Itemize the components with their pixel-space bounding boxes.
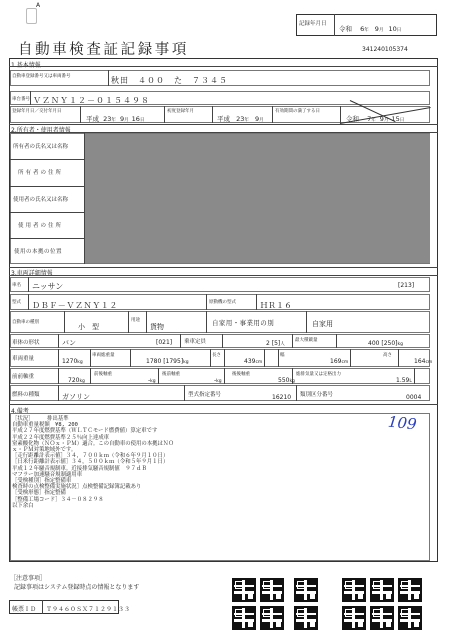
private-label: 自家用・事業用の別	[212, 319, 275, 327]
section2-title: 2.所有者・使用者情報	[11, 127, 71, 134]
gross-weight-value: 1780 [1795]kg	[146, 358, 189, 365]
faint-stamp-mark	[26, 8, 37, 24]
vehicle-type-label: 自動車の種別	[12, 320, 39, 325]
length-label: 長さ	[212, 353, 221, 358]
front-front-axle-value: 720kg	[68, 377, 85, 384]
remark-line: ［整備工場コード］３４－０８２９８	[12, 496, 104, 503]
displacement-label: 総排気量又は定格出力	[296, 372, 341, 377]
qr-code-9	[294, 606, 318, 630]
qr-code-3	[294, 578, 318, 602]
qr-code-12	[398, 606, 422, 630]
header-mark: A	[36, 2, 41, 9]
section1-title: 1.基本情報	[11, 62, 41, 69]
use-value: 貨物	[150, 323, 164, 331]
body-shape-code: [021]	[156, 339, 173, 346]
remark-line: 窒素酸化物（ＮＯｘ・ＰＭ）適合。この自動車の使用の本拠はＮＯ	[12, 440, 174, 447]
rear-front-axle-label: 後前軸重	[162, 372, 180, 377]
notice-text: 記録事項はシステム登録時点の情報となります	[14, 584, 140, 591]
fuel-type-label: 燃料の種類	[12, 392, 40, 398]
remark-line: ｘ・ＰＭ対策地域外です。	[12, 447, 77, 454]
model-value: ＤＢＦ－ＶＺＮＹ１２	[32, 301, 118, 310]
remark-line: 平成１２年騒音規制車。近接排気騒音規制値 ９７ｄＢ	[12, 465, 147, 472]
plate-value: 秋田 ４００ た ７３４５	[111, 76, 228, 85]
document-title: 自動車検査証記録事項	[18, 42, 189, 58]
remarks-list	[12, 416, 174, 509]
first-reg-label: 初度登録年月	[167, 109, 194, 114]
max-load-value: 400 [250]kg	[368, 340, 403, 347]
body-shape-value: バン	[62, 339, 76, 347]
class-number-label: 類別区分番号	[300, 392, 334, 398]
qr-code-10	[342, 606, 366, 630]
height-label: 高さ	[383, 353, 392, 358]
base-location-label: 使用の本拠の位置	[14, 249, 63, 255]
remark-line: 検査時の点検整備実施状況］点検整備記録簿記載あり	[12, 484, 142, 491]
use-label: 用途	[131, 318, 140, 323]
vehicle-weight-label: 車両重量	[12, 356, 35, 362]
capacity-label: 乗車定員	[184, 339, 207, 345]
expiry-value: 令和 7年 9月 15日	[346, 115, 405, 123]
width-value: 169cm	[330, 358, 349, 365]
qr-code-6	[398, 578, 422, 602]
remark-line: 平成２７年度燃費基準（ＷＬＴＣモード燃費値）算定車です	[12, 428, 158, 435]
record-date-value: 令和 6年 9月 10日	[339, 25, 402, 33]
displacement-value: 1.59L	[396, 377, 412, 384]
user-address-label: 使用者の住所	[18, 223, 64, 229]
height-value: 164cm	[414, 358, 433, 365]
maker-label: 車名	[12, 283, 21, 288]
width-label: 幅	[280, 353, 285, 358]
rear-front-axle-value: -kg	[214, 377, 222, 384]
type-number-label: 型式指定番号	[188, 392, 222, 398]
engine-value: ＨＲ１６	[260, 301, 292, 310]
qr-code-5	[370, 578, 394, 602]
section4-title: 4.備考	[11, 408, 29, 415]
maker-code: [213]	[398, 282, 415, 289]
front-rear-axle-value: -kg	[148, 377, 156, 384]
capacity-value: 2 [5]人	[266, 340, 285, 347]
form-id-value: Ｔ９４６０ＳＸ７１２９１３３	[46, 606, 131, 613]
owner-address-label: 所有者の住所	[18, 170, 64, 176]
class-number-value: 0004	[406, 394, 422, 401]
remark-line: ［日米行距離計表示値］３４，５００ｋｍ（令和５年９月１日）	[12, 459, 169, 466]
max-load-label: 最大積載量	[295, 338, 318, 343]
user-name-label: 使用者の氏名又は名称	[13, 197, 69, 203]
qr-code-1	[232, 578, 256, 602]
front-rear-axle-label: 前後軸重	[94, 372, 112, 377]
front-front-axle-label: 前前軸重	[12, 374, 35, 380]
remark-line: ［受検形態］指定整備	[12, 490, 66, 497]
document-number: 341240105374	[362, 46, 408, 53]
remark-line: マフラー加速騒音規制適用車	[12, 471, 83, 478]
vehicle-weight-value: 1270kg	[62, 358, 83, 365]
reg-date-value: 平成 23年 9月 16日	[86, 115, 145, 123]
form-id-label: 帳票ＩＤ	[12, 606, 37, 613]
notice-label: ［注意事項］	[10, 575, 47, 582]
owner-name-label: 所有者の氏名又は名称	[13, 144, 69, 150]
first-reg-value: 平成 23年 9月	[217, 115, 264, 123]
vin-label: 車台番号	[12, 97, 30, 102]
handwritten-number: 109	[387, 412, 418, 434]
plate-label: 自動車登録番号又は車両番号	[12, 74, 71, 79]
type-number-value: 16210	[272, 394, 292, 401]
rear-rear-axle-value: 550kg	[278, 377, 295, 384]
body-shape-label: 車体の形状	[12, 340, 40, 346]
model-label: 型式	[12, 300, 21, 305]
qr-code-7	[232, 606, 256, 630]
remark-line: 以下余白	[12, 502, 34, 509]
qr-code-8	[260, 606, 284, 630]
private-value: 自家用	[312, 320, 333, 328]
record-date-label: 記録年月日	[299, 21, 327, 27]
remark-line: ［走行距離計表示値］３４，７００ｋｍ（令和６年９月１０日）	[12, 453, 169, 460]
maker-value: ニッサン	[32, 282, 64, 291]
fuel-type-value: ガソリン	[62, 393, 90, 401]
redacted-owner-info	[85, 134, 430, 263]
qr-code-4	[342, 578, 366, 602]
remark-line: 平成２２年度燃費基準２５％向上達成車	[12, 434, 110, 441]
gross-weight-label: 車両総重量	[92, 353, 115, 358]
engine-label: 原動機の型式	[209, 300, 236, 305]
vehicle-type-value: 小 型	[78, 323, 99, 331]
reg-date-label: 登録年月日／交付年月日	[12, 109, 62, 114]
qr-code-2	[260, 578, 284, 602]
remark-line: ［受検種別］指定整備車	[12, 478, 72, 485]
remark-line: 自動車重量税額 ¥8, 200	[12, 422, 78, 429]
length-value: 439cm	[244, 358, 263, 365]
expiry-label: 有効期間の満了する日	[275, 109, 320, 114]
section3-title: 3.車両詳細情報	[11, 270, 53, 277]
vin-value: ＶＺＮＹ１２－０１５４９８	[33, 96, 150, 105]
rear-rear-axle-label: 後後軸重	[232, 372, 250, 377]
qr-code-11	[370, 606, 394, 630]
remark-line: ［状況］ 排出基準	[12, 416, 69, 422]
